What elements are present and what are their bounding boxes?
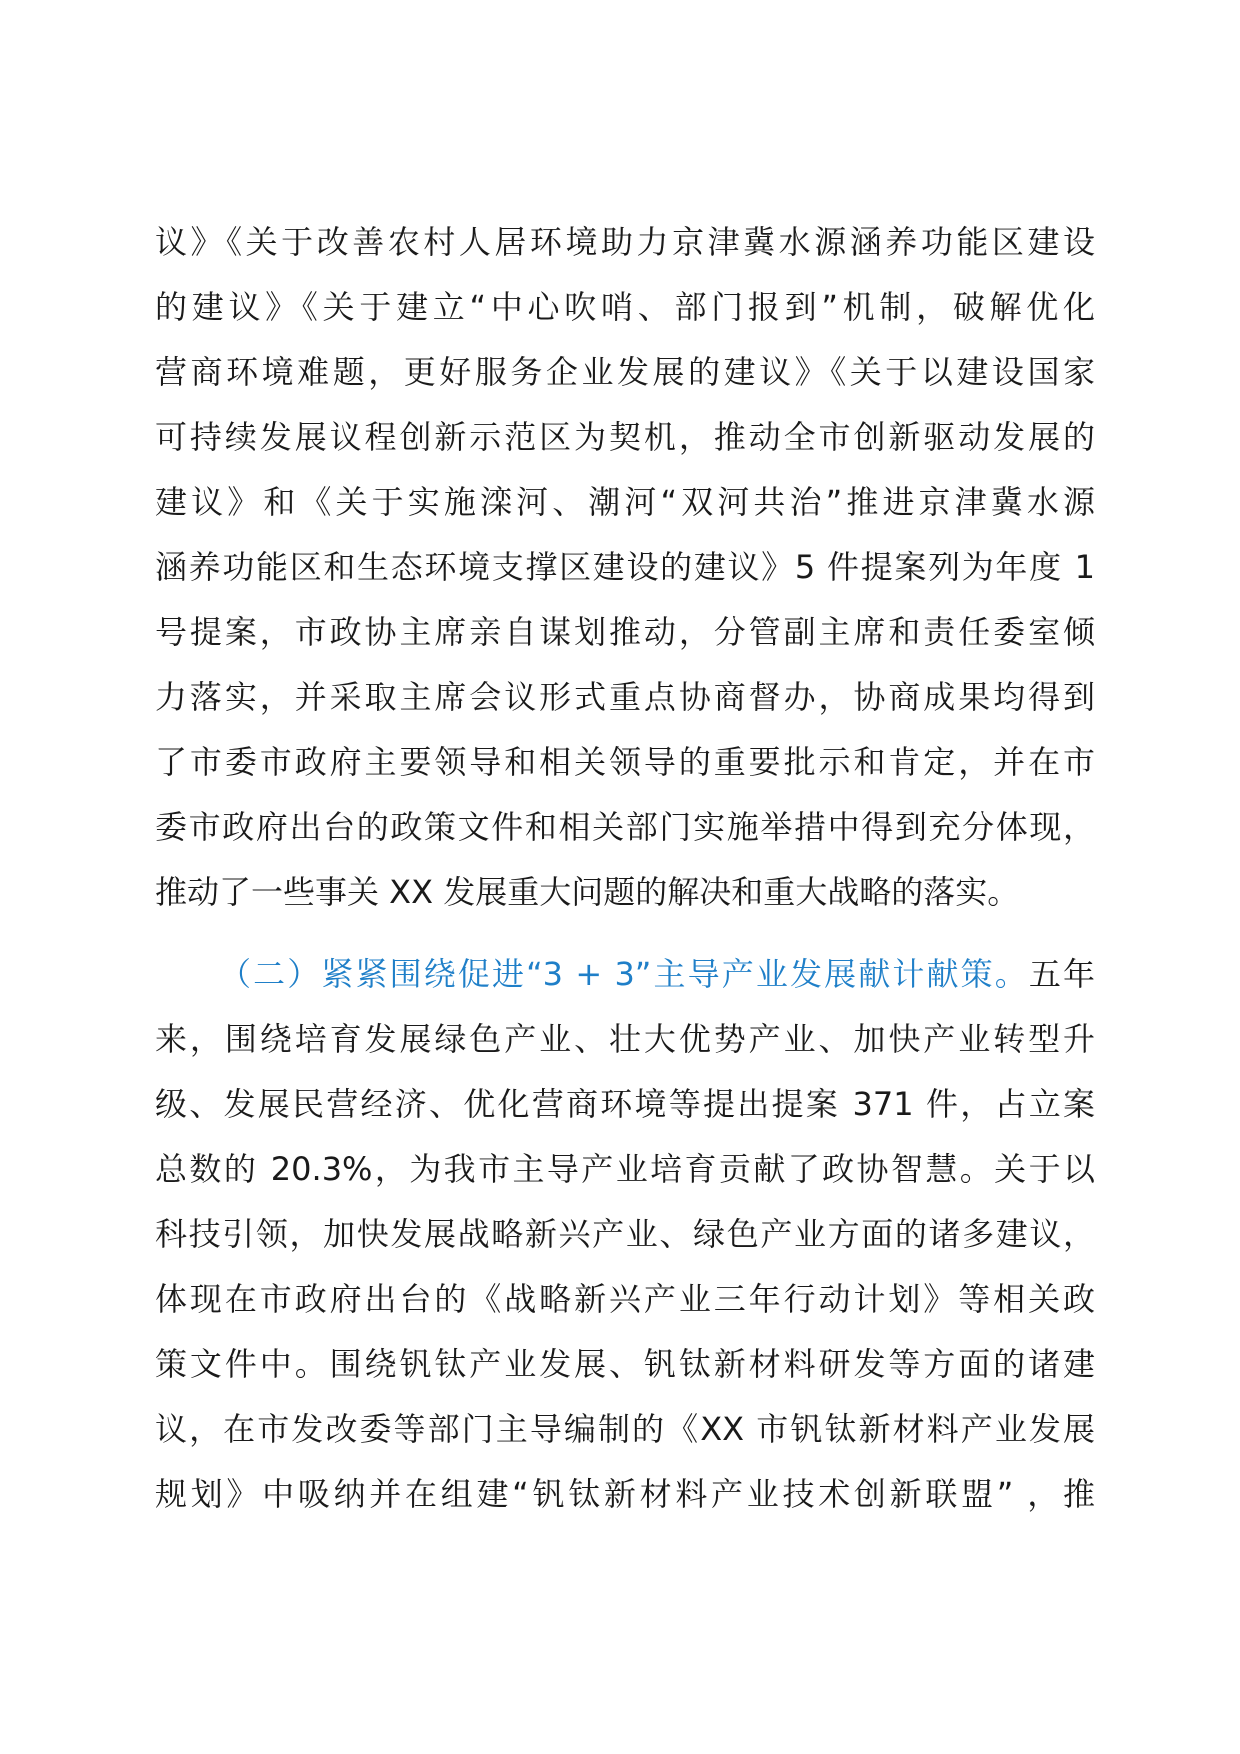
text-line: 涵养功能区和生态环境支撑区建设的建议》5 件提案列为年度 1 [155,548,1095,586]
paragraph-1 [155,210,1095,925]
paragraph-2 [155,942,1095,1527]
paragraph-gap [155,925,1095,942]
first-line-rest: 五年 [1028,955,1095,993]
text-line: 力落实，并采取主席会议形式重点协商督办，协商成果均得到 [155,678,1095,716]
text-line: 号提案，市政协主席亲自谋划推动，分管副主席和责任委室倾 [155,613,1095,651]
section-heading: （二）紧紧围绕促进“3 + 3”主导产业发展献计献策。 [219,955,1029,993]
text-line: 来，围绕培育发展绿色产业、壮大优势产业、加快产业转型升 [155,1020,1095,1058]
text-line: 营商环境难题，更好服务企业发展的建议》《关于以建设国家 [155,353,1095,391]
text-line: 可持续发展议程创新示范区为契机，推动全市创新驱动发展的 [155,418,1095,456]
text-line: 建议》和《关于实施滦河、潮河“双河共治”推进京津冀水源 [155,483,1095,521]
text-line: 议，在市发改委等部门主导编制的《XX 市钒钛新材料产业发展 [155,1410,1095,1448]
text-line: 总数的 20.3%，为我市主导产业培育贡献了政协智慧。关于以 [155,1150,1095,1188]
text-line: 级、发展民营经济、优化营商环境等提出提案 371 件，占立案 [155,1085,1095,1123]
text-line: 了市委市政府主要领导和相关领导的重要批示和肯定，并在市 [155,743,1095,781]
text-line: 委市政府出台的政策文件和相关部门实施举措中得到充分体现， [155,808,1095,846]
paragraph-2-first-line [155,942,1095,1007]
text-line: 科技引领，加快发展战略新兴产业、绿色产业方面的诸多建议， [155,1215,1095,1253]
text-line: 议》《关于改善农村人居环境助力京津冀水源涵养功能区建设 [155,223,1095,261]
text-line: 策文件中。围绕钒钛产业发展、钒钛新材料研发等方面的诸建 [155,1345,1095,1383]
document-body [155,210,1095,1527]
text-line: 推动了一些事关 XX 发展重大问题的解决和重大战略的落实。 [155,873,1020,911]
text-line: 的建议》《关于建立“中心吹哨、部门报到”机制，破解优化 [155,288,1095,326]
text-line: 体现在市政府出台的《战略新兴产业三年行动计划》等相关政 [155,1280,1095,1318]
text-line: 规划》中吸纳并在组建“钒钛新材料产业技术创新联盟” ，推 [155,1475,1095,1513]
